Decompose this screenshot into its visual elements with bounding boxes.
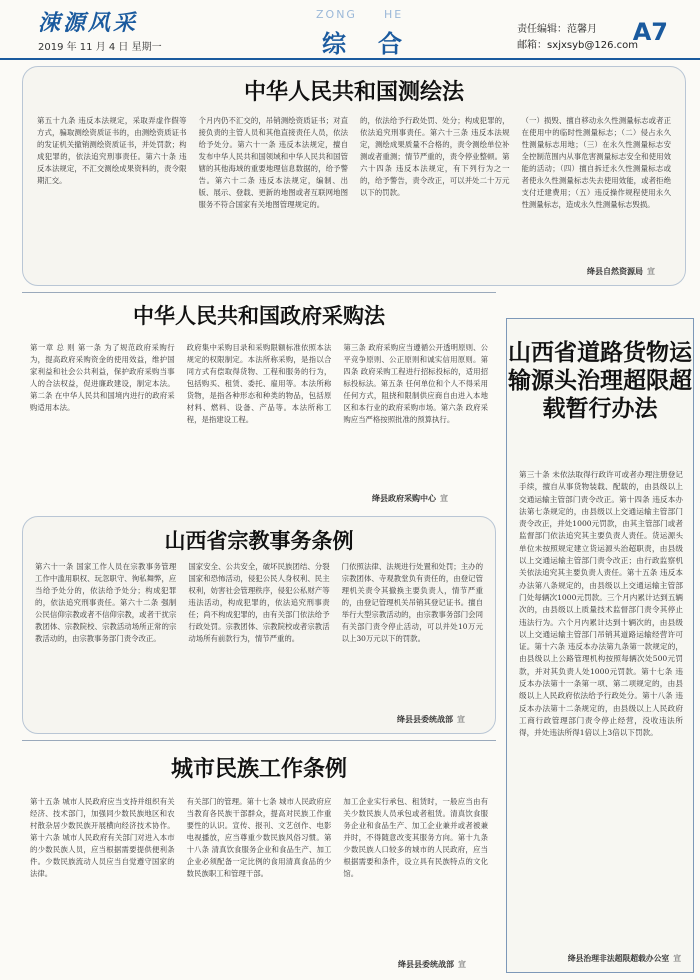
article-title: 山西省道路货物运输源头治理超限超载暂行办法 — [508, 339, 692, 422]
section-divider — [22, 740, 496, 741]
signature-org: 绛县县委统战部 — [397, 715, 453, 724]
article-column: 个月内仍不汇交的，吊销测绘资质证书；对直接负责的主管人员和其他直接责任人员，依法给予处分。第六十一条 违反本法规定，擅自发布中华人民共和国领域和中华人民共和国管辖的其他海域的重要地理信息数据的，给予警告。第六十二条 违反本法规定，编制、出版、展示、登载、更新的地图或者互联网地图服务不符合国家有关地图管理规定的。 — [198, 116, 348, 209]
article-column: 有关部门的管理。第十七条 城市人民政府应当教育各民族干部群众，提高对民族工作重要性的认识。宣传、报刊、文艺创作、电影电视播放，应当尊重少数民族风俗习惯。第十八条 清真饮食服务企业和食品生产、加工企业必须配备一定比例的食用清真食品的少数民族职工和管理干部。 — [186, 797, 332, 878]
article-columns — [30, 796, 488, 954]
article-column: 第三十条 未依法取得行政许可或者办理注册登记手续，擅自从事货物装载、配载的，由县级以上交通运输主管部门责令改正。第十四条 违反本办法第七条规定的，由县级以上交通运输主管部门责令改正，并处1000元罚款，由其主管部门或者监督部门依法追究其主要负责人责任。货运源头单位未按照规定建立货运源头治超职责，由县级以上交通运输主管部门责令改正；由行政监察机关依法追究其主要负责人责任。第十五条 违反本办法第八条规定的，由县级以上交通运输主管部门处每辆次1000元罚款。三个月内累计达到五辆次的，由县级以上质量技术监督部门责令其停止违法行为。六个月内累计达到十辆次的，由县级以上交通运输主管部门吊销其道路运输经营许可证。第十六条 违反本办法第九条第一款规定的，由县级以上公路管理机构按照每辆次处500元罚款，并对其负责人处1000元罚款。第十七条 违反本办法第十一条第一项、第二项规定的，由县级以上人民政府依法给予行政处分。第十八条 违反本办法第十二条规定的，由县级以上人民政府工商行政管理部门责令停止经营，没收违法所得，并处违法所得1倍以上3倍以下罚款。 — [519, 470, 683, 738]
article-column: 第六十一条 国家工作人员在宗教事务管理工作中滥用职权、玩忽职守、徇私舞弊，应当给予处分的，依法给予处分；构成犯罪的，依法追究刑事责任。第六十二条 强制公民信仰宗教或者不信仰宗教，或者干扰宗教团体、宗教院校、宗教活动场所正常的宗教活动的，由宗教事务部门责令改正。 — [35, 562, 177, 643]
article-title: 中华人民共和国政府采购法 — [133, 303, 385, 328]
article-column: 政府集中采购目录和采购限额标准依照本法规定的权限制定。本法所称采购，是指以合同方式有偿取得货物、工程和服务的行为，包括购买、租赁、委托、雇用等。本法所称货物，是指各种形态和种类的物品，包括原材料、燃料、设备、产品等。本法所称工程，是指建设工程。 — [186, 343, 332, 424]
article-road-freight-overload — [506, 318, 694, 973]
article-signature — [397, 714, 465, 725]
article-surveying-law — [22, 66, 686, 286]
section-latin-right: HE — [384, 8, 404, 21]
article-column: （一）损毁、擅自移动永久性测量标志或者正在使用中的临时性测量标志；（二）侵占永久性测量标志用地；（三）在永久性测量标志安全控制范围内从事危害测量标志安全和使用效能的活动；（四）擅自拆迁永久性测量标志或者使永久性测量标志失去使用效能，或者拒绝支付迁建费用；（五）违反操作规程使用永久性测量标志，造成永久性测量标志毁损。 — [521, 116, 671, 209]
article-column: 第十五条 城市人民政府应当支持并组织有关经济、技术部门，加强同少数民族地区和农村散杂居少数民族开展横向经济技术协作。第十六条 城市人民政府有关部门对进入本市的少数民族人员，应当根据需要提供便利条件。少数民族流动人员应当自觉遵守国家的法律。 — [30, 797, 175, 878]
article-signature — [372, 493, 448, 504]
article-urban-ethnic-work — [22, 744, 496, 974]
article-title: 中华人民共和国测绘法 — [243, 79, 464, 105]
article-religious-affairs — [22, 516, 496, 734]
editor-email: 邮箱：sxjxsyb@126.com — [517, 40, 638, 51]
article-column: 第一章 总 则 第一条 为了规范政府采购行为，提高政府采购资金的使用效益，维护国家利益和社会公共利益，保护政府采购当事人的合法权益，促进廉政建设，制定本法。第二条 在中华人民共和国境内进行的政府采购适用本法。 — [30, 343, 175, 412]
section-latin-left: ZONG — [316, 8, 357, 21]
section-title-right: 合 — [378, 29, 402, 58]
signature-tail: 宣 — [647, 267, 655, 276]
article-signature — [568, 953, 681, 964]
signature-org: 绛县自然资源局 — [587, 267, 643, 276]
article-title: 山西省宗教事务条例 — [164, 528, 354, 553]
signature-tail: 宣 — [440, 494, 448, 503]
section-title-left: 综 — [322, 29, 346, 58]
article-signature — [587, 266, 655, 277]
article-columns — [37, 115, 671, 273]
page-header — [0, 0, 700, 60]
signature-tail: 宣 — [458, 960, 466, 969]
article-column: 加工企业实行承包、租赁时，一般应当由有关少数民族人员承包或者租赁。清真饮食服务企业和食品生产、加工企业兼并或者被兼并时，不得随意改变其服务方向。第十九条 少数民族人口较多的城市的人民政府，应当根据需要和条件，设立具有民族特点的文化馆。 — [343, 797, 489, 878]
article-title: 城市民族工作条例 — [170, 756, 347, 782]
editor-info — [517, 22, 638, 54]
article-column: 国家安全、公共安全，破坏民族团结、分裂国家和恐怖活动，侵犯公民人身权利、民主权利，妨害社会管理秩序，侵犯公私财产等违法活动，构成犯罪的，依法追究刑事责任；尚不构成犯罪的，由有关部门依法给予行政处罚。宗教团体、宗教院校或者宗教活动场所有前款行为，情节严重的。 — [188, 562, 330, 643]
masthead: 涑源风采 — [38, 10, 139, 36]
article-signature — [398, 959, 466, 970]
signature-org: 绛县政府采购中心 — [372, 494, 436, 503]
page-number: A7 — [632, 18, 668, 46]
article-column: 第五十九条 违反本法规定，采取弄虚作假等方式，骗取测绘资质证书的，由测绘资质证书的发证机关撤销测绘资质证书，并处罚款；构成犯罪的，依法追究刑事责任。第六十条 违反本法规定，不汇交测绘成果资料的，责令限期汇交。 — [37, 116, 187, 185]
publication-date: 2019 年 11 月 4 日 星期一 — [38, 42, 162, 53]
article-column: 的，依法给予行政处罚、处分；构成犯罪的，依法追究刑事责任。第六十三条 违反本法规定，测绘成果质量不合格的，责令测绘单位补测或者重测；情节严重的，责令停业整顿。第六十四条 违反本法规定，有下列行为之一的，给予警告，责令改正，可以并处二十万元以下的罚款。 — [360, 116, 510, 197]
signature-org: 绛县县委统战部 — [398, 960, 454, 969]
article-column: 第三条 政府采购应当遵循公开透明原则、公平竞争原则、公正原则和诚实信用原则。第四条 政府采购工程进行招标投标的，适用招标投标法。第五条 任何单位和个人不得采用任何方式，阻挠和限制供应商自由进入本地区和本行业的政府采购市场。第六条 政府采购应当严格按照批准的预算执行。 — [343, 343, 489, 424]
signature-tail: 宣 — [673, 954, 681, 963]
article-columns — [30, 342, 488, 488]
editor-name: 责任编辑：范馨月 — [517, 24, 598, 35]
signature-org: 绛县治理非法超限超载办公室 — [567, 954, 670, 963]
section-divider — [22, 292, 496, 293]
signature-tail: 宣 — [457, 715, 465, 724]
article-columns — [35, 561, 483, 709]
article-column: 门依照法律、法规进行处置和处罚；主办的宗教团体、寺观教堂负有责任的，由登记管理机关责令其撤换主要负责人，情节严重的，由登记管理机关吊销其登记证书。擅自举行大型宗教活动的，由宗教事务部门会同有关部门责令停止活动，可以并处10万元以上30万元以下的罚款。 — [341, 562, 483, 643]
article-procurement-law — [22, 298, 496, 508]
